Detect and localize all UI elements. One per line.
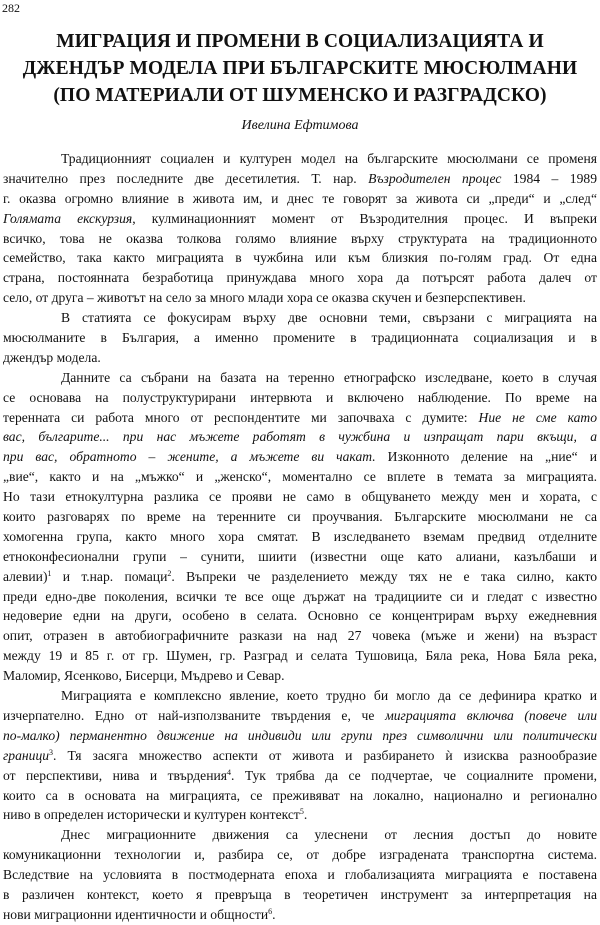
line-text: които разговарях по време на теренните си проучвания. Българските мюсюлмани не са (3, 509, 597, 525)
line-text: страна, постоянната безработица принуждава много хора да потърсят работа далеч от (3, 270, 597, 286)
footnote-marker: 6 (268, 906, 273, 916)
text-line (3, 229, 597, 249)
author-name: Ивелина Ефтимова (241, 118, 359, 133)
line-text: . Въпреки че разделението между тях не е така силно, както (171, 568, 597, 584)
text-line (3, 527, 597, 547)
line-text: между 19 и 85 г. от гр. Шумен, гр. Разград и селата Тушовица, Бяла река, Нова Бяла река, (3, 648, 597, 664)
title-line: (ПО МАТЕРИАЛИ ОТ ШУМЕНСКО И РАЗГРАДСКО) (53, 85, 547, 106)
line-text: г. оказва огромно влияние в живота им, и днес те говорят за живота си „преди“ и „след“ (3, 190, 597, 206)
article-title (0, 28, 600, 109)
text-line (3, 268, 597, 288)
text-line (3, 786, 597, 806)
line-text: Но тази етнокултурна разлика се прояви не само в общуването между мен и хората, с (3, 489, 597, 505)
line-text: от перспективи, нива и твърдения (3, 767, 227, 783)
line-text: джендър модела. (3, 349, 101, 365)
text-line (3, 626, 597, 646)
line-text: . Тук трябва да се подчертае, че социалните промени, (231, 767, 597, 783)
line-text: недоверие едни на други, особено в селата. Основно се концентрирам върху ежедневния (3, 608, 597, 624)
line-text: село, от друга – животът на село за много млади хора се оказва скучен и безперспективен. (3, 290, 526, 306)
line-text: теренната си работа много от респондентите ми започваха с думите: (3, 409, 479, 425)
text-line (3, 308, 597, 328)
line-text: Изконното деление на „ние“ и (375, 449, 597, 465)
line-text: алевии) (3, 568, 48, 584)
line-text: „вие“, както и на „мъжко“ и „женско“, моментално се вплете в темата за миграцията. (3, 469, 597, 485)
text-line (3, 646, 597, 666)
line-text: . (303, 807, 308, 823)
text-line (3, 169, 597, 189)
title-line: ДЖЕНДЪР МОДЕЛА ПРИ БЪЛГАРСКИТЕ МЮСЮЛМАНИ (22, 58, 578, 79)
text-line (3, 189, 597, 209)
text-line (3, 885, 597, 905)
italic-text: по-малко) перманентно движение на индивиди или групи през символични или политически (3, 727, 597, 743)
line-text: В статията се фокусирам върху две основни теми, свързани с миграцията на (61, 310, 597, 326)
line-text: хомогенна група, както много хора смятат. В изследването вземам предвид отделните (3, 528, 597, 544)
footnote-marker: 5 (299, 807, 304, 817)
line-text: , кулминационният момент от Възродителния процес. И въпреки (132, 210, 597, 226)
text-line (3, 845, 597, 865)
footnote-marker: 2 (167, 568, 172, 578)
line-text: Традиционният социален и културен модел на българските мюсюлмани се променя (61, 151, 597, 166)
italic-text: Ние не сме като (478, 409, 597, 425)
line-text: мюсюлманите в България, а именно промените в традиционната социализация и в (3, 330, 597, 346)
line-text: опит, отразен в автобиографичните разкази на над 27 човека (мъже и жени) на възраст (3, 628, 597, 644)
line-text: Данните са събрани на базата на теренно етнографско изследване, което в случая (61, 369, 597, 385)
italic-text: граници (3, 747, 50, 763)
text-line (3, 447, 597, 467)
line-text: 1984 – 1989 (501, 170, 597, 186)
text-line (3, 248, 597, 268)
text-line (3, 487, 597, 507)
text-line (3, 825, 597, 845)
line-text: Днес миграционните движения са улеснени от лесния достъп до новите (61, 827, 597, 843)
text-line (3, 507, 597, 527)
line-text: . Тя засяга множество аспекти от живота и разбирането ѝ изисква разнообразие (53, 747, 597, 763)
line-text: значително през последните две десетилетия. Т. нар. (3, 170, 369, 186)
line-text: семейство, така както миграцията в чужбина или към близкия по-голям град. От една (3, 250, 597, 266)
italic-text: Голямата екскурзия (3, 210, 133, 226)
text-line (3, 706, 597, 726)
italic-text: Възродителен процес (368, 170, 502, 186)
line-text: ниво в определен исторически и културен контекст (3, 807, 300, 823)
text-line (3, 368, 597, 388)
text-line (3, 666, 597, 686)
line-text: нови миграционни идентичности и общности (3, 906, 269, 922)
text-line (3, 686, 597, 706)
footnote-marker: 1 (47, 568, 52, 578)
footnote-marker: 3 (49, 747, 54, 757)
text-line (3, 427, 597, 447)
line-text: . (272, 906, 276, 922)
text-line (3, 865, 597, 885)
line-text: етноконфесионални групи – сунити, шиити (известни още като алиани, казълбаши и (3, 548, 597, 564)
text-line (3, 567, 597, 587)
text-line (3, 547, 597, 567)
italic-text: миграцията включва (повече или (385, 707, 597, 723)
line-text: Миграцията е комплексно явление, което трудно би могло да се дефинира кратко и (61, 688, 597, 704)
text-line (3, 587, 597, 607)
text-line (3, 149, 597, 169)
line-text: Маломир, Ясенково, Бисерци, Мъдрево и Севар. (3, 668, 285, 684)
text-line (3, 328, 597, 348)
text-line (3, 805, 597, 825)
text-line (3, 905, 597, 925)
text-line (3, 746, 597, 766)
text-line (3, 288, 597, 308)
text-line (3, 467, 597, 487)
line-text: всичко, това не оказва толкова голямо влияние върху структурата на традиционното (3, 230, 597, 246)
text-line (3, 388, 597, 408)
text-line (3, 726, 597, 746)
line-text: комуникационни технологии и, разбира се, от добре изградената транспортна система. (3, 847, 597, 863)
line-text: изчерпателно. Едно от най-използваните твърдения е, че (3, 707, 386, 723)
title-line: МИГРАЦИЯ И ПРОМЕНИ В СОЦИАЛИЗАЦИЯТА И (56, 31, 544, 52)
text-line (3, 606, 597, 626)
text-line (3, 348, 597, 368)
text-line (3, 766, 597, 786)
text-line (3, 408, 597, 428)
page-number: 282 (2, 1, 20, 15)
italic-text: вас, българите... при нас мъжете работят в чужбина и изпращат пари вкъщи, а (3, 429, 597, 445)
line-text: Вследствие на условията в постмодерната епоха и глобализацията миграцията е поставена (3, 867, 597, 883)
footnote-marker: 4 (227, 767, 231, 777)
line-text: и т.нар. помаци (51, 568, 168, 584)
italic-text: при вас, обратното – жените, а мъжете ви чакат. (3, 449, 376, 465)
line-text: които са в основата на миграцията, се преживяват на локално, национално и регионално (3, 787, 597, 803)
line-text: се основава на полуструктурирани интервюта и включено наблюдение. По време на (3, 389, 597, 405)
article-body (3, 149, 597, 925)
line-text: в различен контекст, което я превръща в теоретичен инструмент за интерпретация на (3, 886, 597, 902)
line-text: преди едно-две поколения, всички те все още държат на традициите си и гледат с известно (3, 588, 597, 604)
text-line (3, 209, 597, 229)
